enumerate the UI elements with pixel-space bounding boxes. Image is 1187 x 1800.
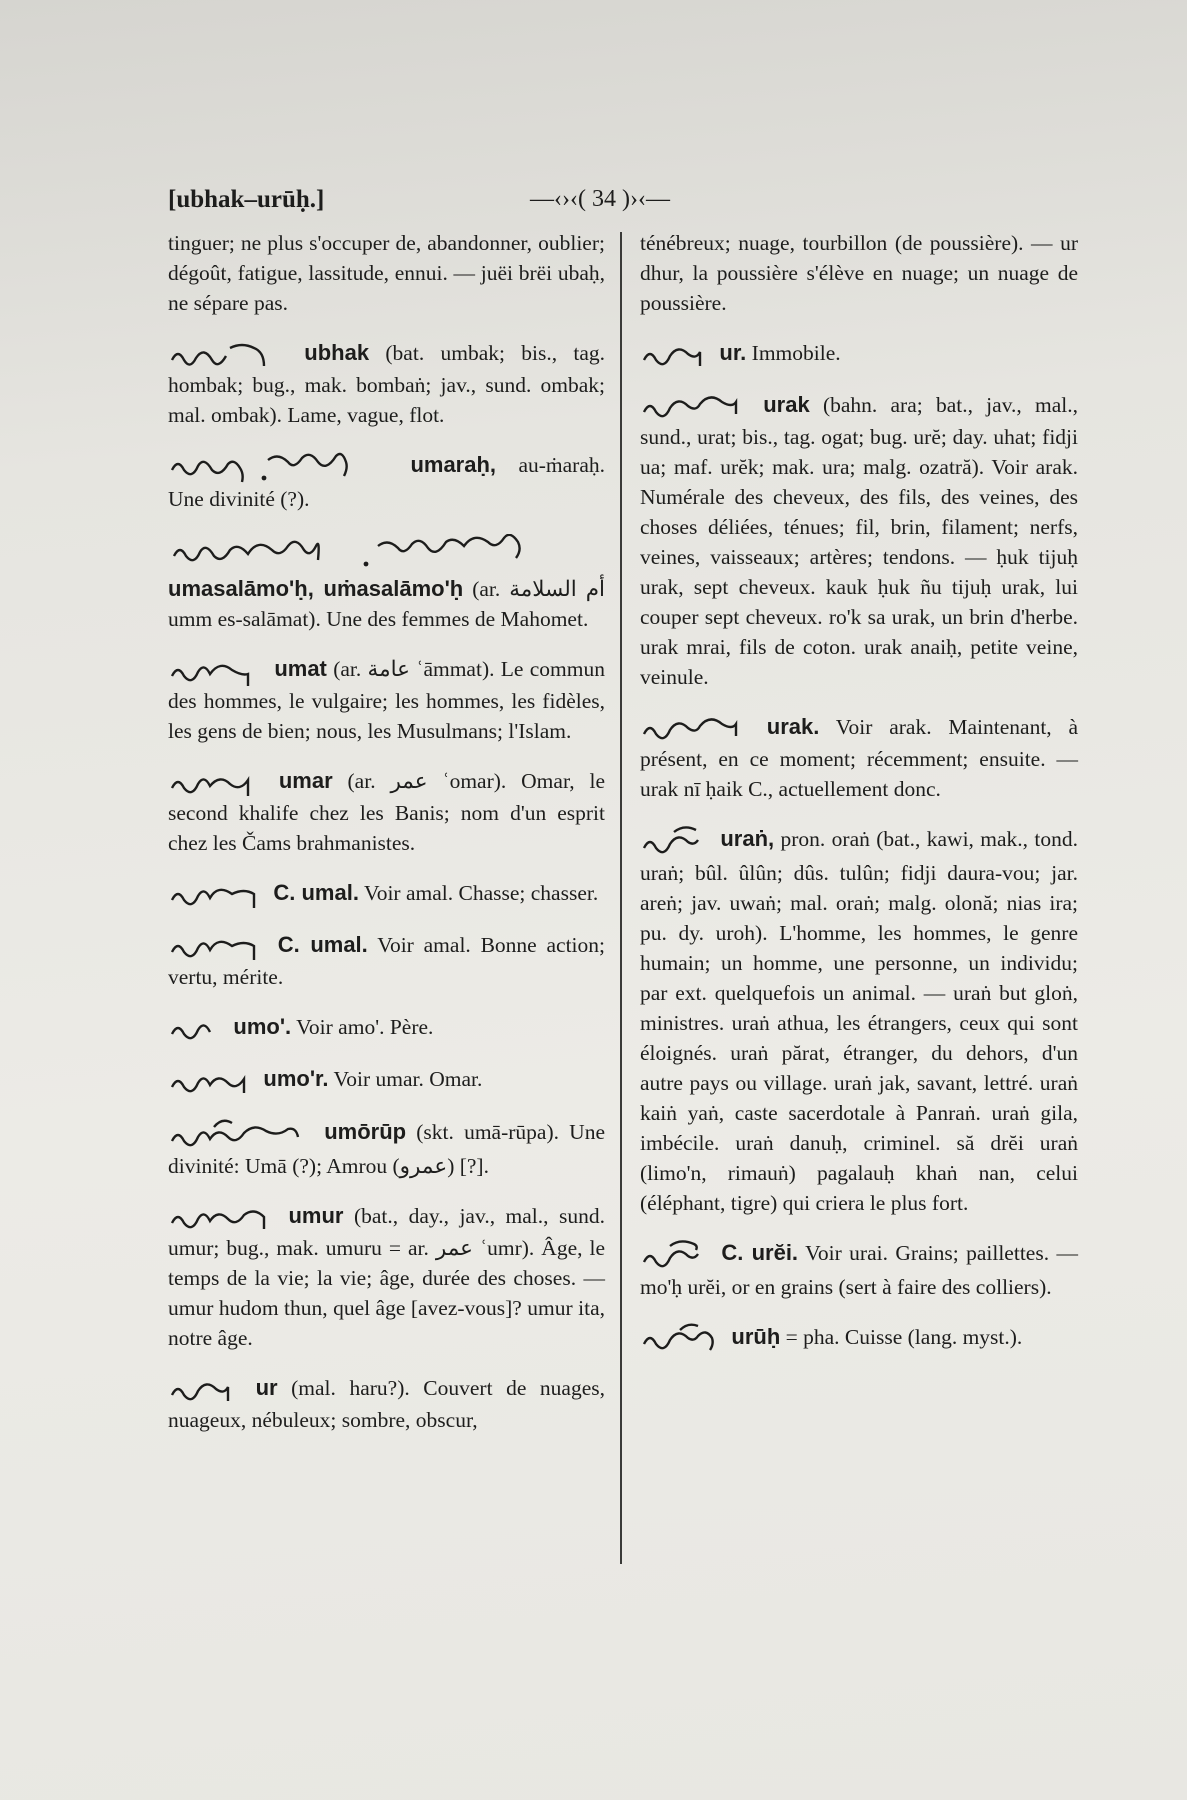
dictionary-entry [640,390,1078,692]
left-column [168,228,605,1455]
definition: Immobile. [751,341,841,365]
running-head [168,186,1017,222]
page-number: —‹›‹( 34 )›‹— [530,186,670,212]
definition: (ar. عامة ʿāmmat). Le commun des hommes, le vulgaire; les hommes, les fidèles, les gens de bien; nous, les Musulmans; l'Islam. [168,657,606,744]
cham-script-glyph [168,1067,248,1097]
cham-script-glyph [168,656,258,686]
cham-script-glyph [168,450,378,484]
dictionary-entry [640,712,1078,804]
dictionary-entry [168,450,605,514]
headword: umasalāmo'ḥ, uṁasalāmo'ḥ [168,576,464,602]
cham-script-glyph [168,534,595,570]
right-column [640,228,1078,1376]
headword: ubhak [304,340,370,365]
headword: urak. [766,714,820,740]
headword: umar [278,768,333,794]
dictionary-entry [168,338,605,430]
definition: au-ṁaraḥ. Une divinité (?). [168,453,606,512]
headword: umōrūp [324,1118,407,1144]
cham-script-glyph [168,880,258,910]
dictionary-entry [168,1064,605,1096]
cham-script-glyph [168,1117,304,1151]
headword: C. umal. [277,932,368,958]
dictionary-entry [168,654,605,746]
cham-script-glyph [168,768,254,798]
headword: urak [763,392,810,418]
dictionary-entry [168,878,605,910]
cham-script-glyph [168,1375,232,1405]
definition: (bat., day., jav., mal., sund. umur; bug., mak. umuru = ar. عمر ʿumr). Âge, le temps de la vie; la vie; âge, durée des choses. — umur hudom thun, quel âge [avez-vous]? umur ita, notre âge. [168,1203,605,1350]
cham-script-glyph [168,1014,218,1044]
headword: C. urĕi. [721,1240,799,1266]
running-head-range: [ubhak–urūḥ.] [168,186,325,213]
headword: urūḥ [731,1324,781,1350]
headword: umur [288,1202,344,1228]
definition: pron. oraṅ (bat., kawi, mak., tond. uraṅ; bûl. ûlûn; dûs. tulûn; fidji daura-vou; jar. areṅ; jav. uwaṅ; mal. oraṅ; malg. olonă; nias ira; pu. dy. uroh). L'homme, les hommes, le genre humain; un homme, une personne, un individu; par ext. quelquefois un animal. — uraṅ but gloṅ, ministres. uraṅ athua, les étrangers, ceux qui sont éloignés. uraṅ părat, étranger, du dehors, d'un autre pays ou village. uraṅ jak, savant, lettré. uraṅ kaiṅ yaṅ, caste sacerdotale à Panraṅ. uraṅ gila, imbécile. uraṅ danuḥ, criminel. să drĕi uraṅ (limo'n, rimauṅ) pagalauḥ khaṅ nan, celui (éléphant, tigre) qui criera le plus fort. [640,827,1078,1216]
cham-script-glyph [168,340,278,370]
headword: ur. [719,340,747,365]
dictionary-entry [168,534,605,634]
headword: umaraḥ, [410,452,497,478]
definition: (ar. أم السلامة umm es-salāmat). Une des femmes de Mahomet. [168,577,606,632]
dictionary-entry [168,1012,605,1044]
definition: Voir amo'. Père. [296,1015,434,1040]
cham-script-glyph [640,392,740,422]
definition: (bat. umbak; bis., tag. hombak; bug., mak. bombaṅ; jav., sund. ombak; mal. ombak). Lame, vague, flot. [168,341,606,428]
cham-script-glyph [640,1238,704,1272]
dictionary-entry [640,1238,1078,1302]
cham-script-glyph [168,932,258,962]
column-divider [620,232,622,1564]
definition: (skt. umā-rūpa). Une divinité: Umā (?); Amrou (عمرو) [?]. [168,1119,605,1178]
carryover-text: tinguer; ne plus s'occuper de, abandonner, oublier; dégoût, fatigue, lassitude, ennui. — juëi brëi ubaḥ, ne sépare pas. [168,231,605,315]
definition: Voir urai. Grains; paillettes. — mo'ḥ urĕi, or en grains (sert à faire des colliers). [640,1241,1078,1300]
definition: (mal. haru?). Couvert de nuages, nuageux, nébuleux; sombre, obscur, [168,1375,606,1432]
definition: (ar. عمر ʿomar). Omar, le second khalife chez les Banis; nom d'un esprit chez les Čams brahmanistes. [168,769,605,856]
headword: umo'r. [263,1066,329,1092]
definition: = pha. Cuisse (lang. myst.). [785,1325,1023,1350]
definition: Voir umar. Omar. [333,1067,483,1092]
headword: C. umal. [273,880,359,906]
cham-script-glyph [640,824,704,858]
dictionary-entry [640,338,1078,370]
dictionary-entry [168,1201,605,1353]
dictionary-entry [168,1117,605,1181]
definition: (bahn. ara; bat., jav., mal., sund., urat; bis., tag. ogat; bug. urĕ; day. uhat; fidji ua; maf. urĕk; mak. ura; malg. ozatră). Voir arak. Numérale des cheveux, des fils, des veines, des choses déliées, ténues; fil, brin, filament; nerfs, veines, vaisseaux; artères; tendons. — ḥuk tijuḥ urak, sept cheveux. kauk ḥuk ñu tijuḥ urak, lui couper sept cheveux. ro'k sa urak, un brin d'herbe. urak mrai, fils de coton. urak anaiḥ, petite veine, veinule. [640,393,1079,690]
definition: Voir amal. Bonne action; vertu, mérite. [168,933,606,990]
dictionary-entry [168,1373,605,1435]
dictionary-entry [168,930,605,992]
headword: uraṅ, [720,826,775,852]
definition: Voir amal. Chasse; chasser. [363,881,599,906]
dictionary-entry [168,766,605,858]
cham-script-glyph [640,1322,716,1356]
cham-script-glyph [168,1203,268,1233]
dictionary-entry [640,1322,1078,1356]
headword: umat [274,656,327,682]
headword: ur [255,1374,278,1400]
definition: Voir arak. Maintenant, à présent, en ce moment; récemment; ensuite. — urak nī ḥaik C., actuellement donc. [640,715,1079,802]
carryover-text: ténébreux; nuage, tourbillon (de poussière). — ur dhur, la poussière s'élève en nuage; un nuage de poussière. [640,231,1078,315]
dictionary-entry [640,824,1078,1218]
cham-script-glyph [640,714,740,744]
headword: umo'. [233,1014,292,1040]
cham-script-glyph [640,340,704,370]
